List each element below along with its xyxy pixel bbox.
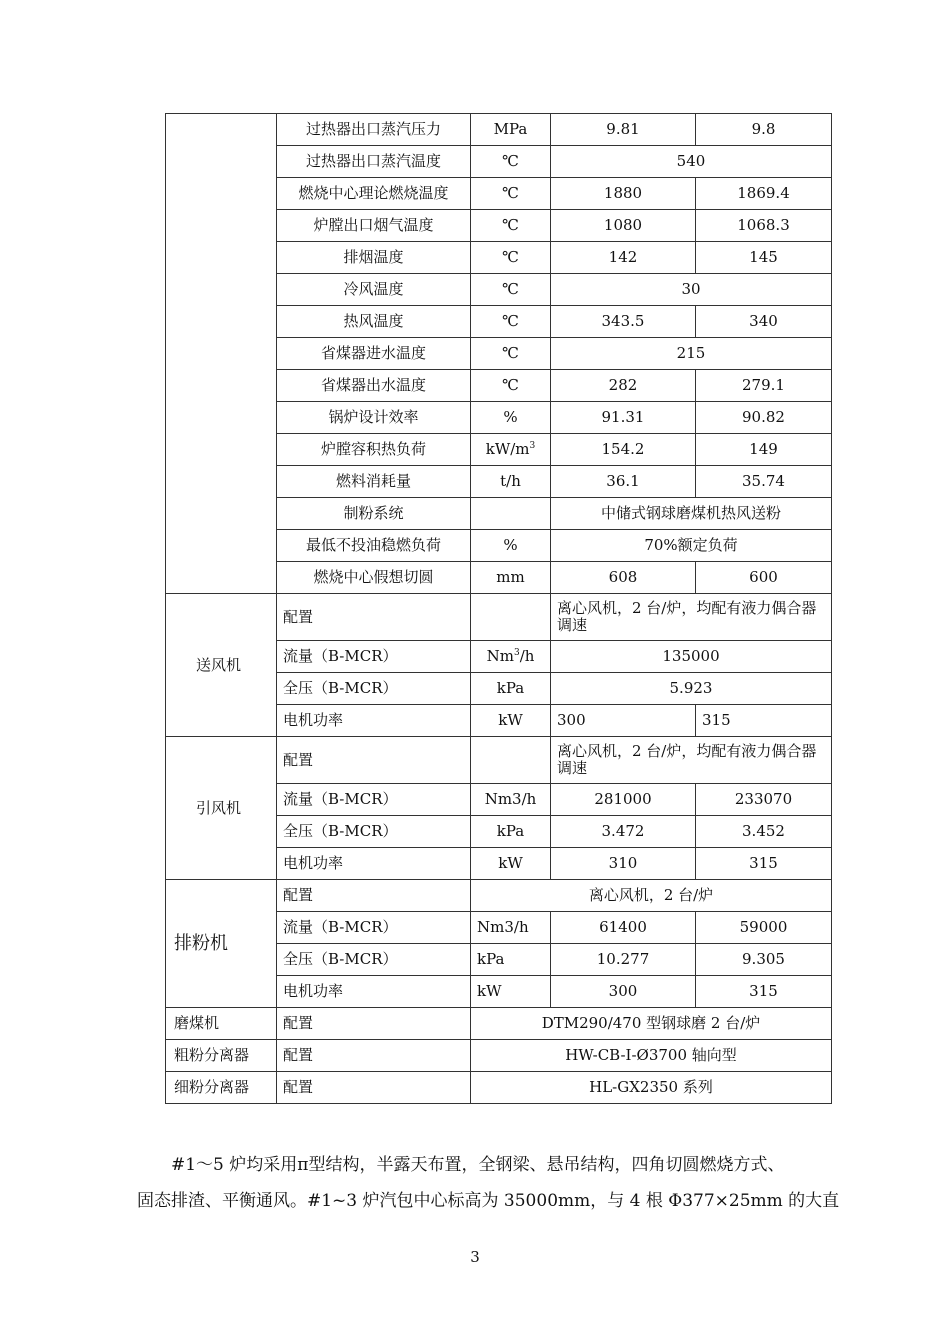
param-value-1: 310 xyxy=(551,848,696,880)
param-unit: kPa xyxy=(471,816,551,848)
param-unit: kW xyxy=(471,848,551,880)
param-value: 135000 xyxy=(551,641,832,673)
param-value-2: 279.1 xyxy=(696,370,832,402)
param-unit: t/h xyxy=(471,466,551,498)
param-name: 流量（B-MCR） xyxy=(277,784,471,816)
param-name: 电机功率 xyxy=(277,705,471,737)
param-value-1: 10.277 xyxy=(551,944,696,976)
param-value: 215 xyxy=(551,338,832,370)
param-value-2: 35.74 xyxy=(696,466,832,498)
param-value-2: 315 xyxy=(696,705,832,737)
param-unit xyxy=(471,594,551,641)
param-value: 中储式钢球磨煤机热风送粉 xyxy=(551,498,832,530)
param-name: 省煤器进水温度 xyxy=(277,338,471,370)
param-unit xyxy=(471,498,551,530)
param-unit: mm xyxy=(471,562,551,594)
param-value: DTM290/470 型钢球磨 2 台/炉 xyxy=(471,1008,832,1040)
param-unit: kPa xyxy=(471,944,551,976)
param-name: 燃料消耗量 xyxy=(277,466,471,498)
param-value-2: 149 xyxy=(696,434,832,466)
group-label-mill: 磨煤机 xyxy=(166,1008,277,1040)
param-value-1: 282 xyxy=(551,370,696,402)
param-name: 电机功率 xyxy=(277,976,471,1008)
param-value-1: 1880 xyxy=(551,178,696,210)
unit-base: kW/m xyxy=(485,440,530,458)
param-value-1: 142 xyxy=(551,242,696,274)
param-value-2: 3.452 xyxy=(696,816,832,848)
param-name: 炉膛出口烟气温度 xyxy=(277,210,471,242)
table-row xyxy=(166,1040,832,1072)
unit-tail: /h xyxy=(519,647,535,665)
param-unit: % xyxy=(471,530,551,562)
param-value-2: 340 xyxy=(696,306,832,338)
param-name: 过热器出口蒸汽压力 xyxy=(277,114,471,146)
table-row xyxy=(166,1008,832,1040)
param-value-2: 90.82 xyxy=(696,402,832,434)
param-value-1: 300 xyxy=(551,705,696,737)
param-value-2: 9.8 xyxy=(696,114,832,146)
param-unit xyxy=(471,434,551,466)
body-paragraph-line-2: 固态排渣、平衡通风。#1~3 炉汽包中心标高为 35000mm，与 4 根 Φ377×25mm 的大直 xyxy=(137,1191,840,1211)
param-name: 锅炉设计效率 xyxy=(277,402,471,434)
param-name: 配置 xyxy=(277,1008,471,1040)
param-unit: ℃ xyxy=(471,274,551,306)
param-value-2: 1068.3 xyxy=(696,210,832,242)
param-value: 70%额定负荷 xyxy=(551,530,832,562)
group-label-fd-fan: 送风机 xyxy=(166,594,277,737)
param-unit: kPa xyxy=(471,673,551,705)
param-name: 炉膛容积热负荷 xyxy=(277,434,471,466)
param-name: 全压（B-MCR） xyxy=(277,944,471,976)
param-unit: kW xyxy=(471,705,551,737)
param-unit: ℃ xyxy=(471,242,551,274)
param-unit: ℃ xyxy=(471,370,551,402)
param-name: 省煤器出水温度 xyxy=(277,370,471,402)
param-name: 全压（B-MCR） xyxy=(277,816,471,848)
unit-superscript: 3 xyxy=(513,648,520,658)
param-name: 燃烧中心理论燃烧温度 xyxy=(277,178,471,210)
param-value-1: 343.5 xyxy=(551,306,696,338)
group-label-id-fan: 引风机 xyxy=(166,737,277,880)
param-value-2: 315 xyxy=(696,848,832,880)
blank-group-cell xyxy=(166,114,277,594)
param-name: 电机功率 xyxy=(277,848,471,880)
param-value-2: 1869.4 xyxy=(696,178,832,210)
param-value-1: 300 xyxy=(551,976,696,1008)
param-value-1: 154.2 xyxy=(551,434,696,466)
param-value: 离心风机，2 台/炉，均配有液力偶合器调速 xyxy=(551,594,832,641)
param-value: HW-CB-I-Ø3700 轴向型 xyxy=(471,1040,832,1072)
param-unit: ℃ xyxy=(471,146,551,178)
page-number: 3 xyxy=(470,1248,480,1266)
param-value-1: 1080 xyxy=(551,210,696,242)
param-name: 配置 xyxy=(277,880,471,912)
param-unit: ℃ xyxy=(471,338,551,370)
body-paragraph-line-1: #1～5 炉均采用π型结构，半露天布置，全钢梁、悬吊结构，四角切圆燃烧方式、 xyxy=(171,1155,785,1175)
table-row xyxy=(166,737,832,784)
param-value-1: 36.1 xyxy=(551,466,696,498)
param-value: 5.923 xyxy=(551,673,832,705)
param-value-2: 145 xyxy=(696,242,832,274)
param-value-1: 281000 xyxy=(551,784,696,816)
group-label-fine-separator: 细粉分离器 xyxy=(166,1072,277,1104)
group-label-coarse-separator: 粗粉分离器 xyxy=(166,1040,277,1072)
param-unit: kW xyxy=(471,976,551,1008)
param-unit xyxy=(471,737,551,784)
param-value: 离心风机，2 台/炉 xyxy=(471,880,832,912)
param-unit: ℃ xyxy=(471,306,551,338)
unit-superscript: 3 xyxy=(529,441,536,451)
param-unit: Nm3/h xyxy=(471,912,551,944)
boiler-spec-table xyxy=(165,113,832,1104)
unit-base: Nm xyxy=(486,647,514,665)
param-name: 流量（B-MCR） xyxy=(277,912,471,944)
param-unit: ℃ xyxy=(471,178,551,210)
param-name: 流量（B-MCR） xyxy=(277,641,471,673)
param-name: 全压（B-MCR） xyxy=(277,673,471,705)
param-value: 离心风机，2 台/炉，均配有液力偶合器调速 xyxy=(551,737,832,784)
param-name: 燃烧中心假想切圆 xyxy=(277,562,471,594)
param-value-1: 3.472 xyxy=(551,816,696,848)
param-name: 配置 xyxy=(277,1040,471,1072)
param-value-2: 600 xyxy=(696,562,832,594)
param-name: 配置 xyxy=(277,1072,471,1104)
param-value: 30 xyxy=(551,274,832,306)
param-value-2: 59000 xyxy=(696,912,832,944)
param-value-1: 61400 xyxy=(551,912,696,944)
param-value: HL-GX2350 系列 xyxy=(471,1072,832,1104)
table-row xyxy=(166,880,832,912)
param-name: 冷风温度 xyxy=(277,274,471,306)
param-name: 过热器出口蒸汽温度 xyxy=(277,146,471,178)
param-unit: MPa xyxy=(471,114,551,146)
param-name: 最低不投油稳燃负荷 xyxy=(277,530,471,562)
param-unit: Nm3/h xyxy=(471,784,551,816)
table-row xyxy=(166,114,832,146)
param-name: 配置 xyxy=(277,737,471,784)
param-value-1: 9.81 xyxy=(551,114,696,146)
param-value-1: 608 xyxy=(551,562,696,594)
param-name: 热风温度 xyxy=(277,306,471,338)
group-label-exhauster: 排粉机 xyxy=(166,880,277,1008)
param-name: 制粉系统 xyxy=(277,498,471,530)
param-name: 排烟温度 xyxy=(277,242,471,274)
param-value-2: 315 xyxy=(696,976,832,1008)
param-value-2: 9.305 xyxy=(696,944,832,976)
param-unit: ℃ xyxy=(471,210,551,242)
param-value: 540 xyxy=(551,146,832,178)
table-row xyxy=(166,594,832,641)
param-name: 配置 xyxy=(277,594,471,641)
table-row xyxy=(166,1072,832,1104)
param-value-1: 91.31 xyxy=(551,402,696,434)
param-unit xyxy=(471,641,551,673)
param-unit: % xyxy=(471,402,551,434)
param-value-2: 233070 xyxy=(696,784,832,816)
